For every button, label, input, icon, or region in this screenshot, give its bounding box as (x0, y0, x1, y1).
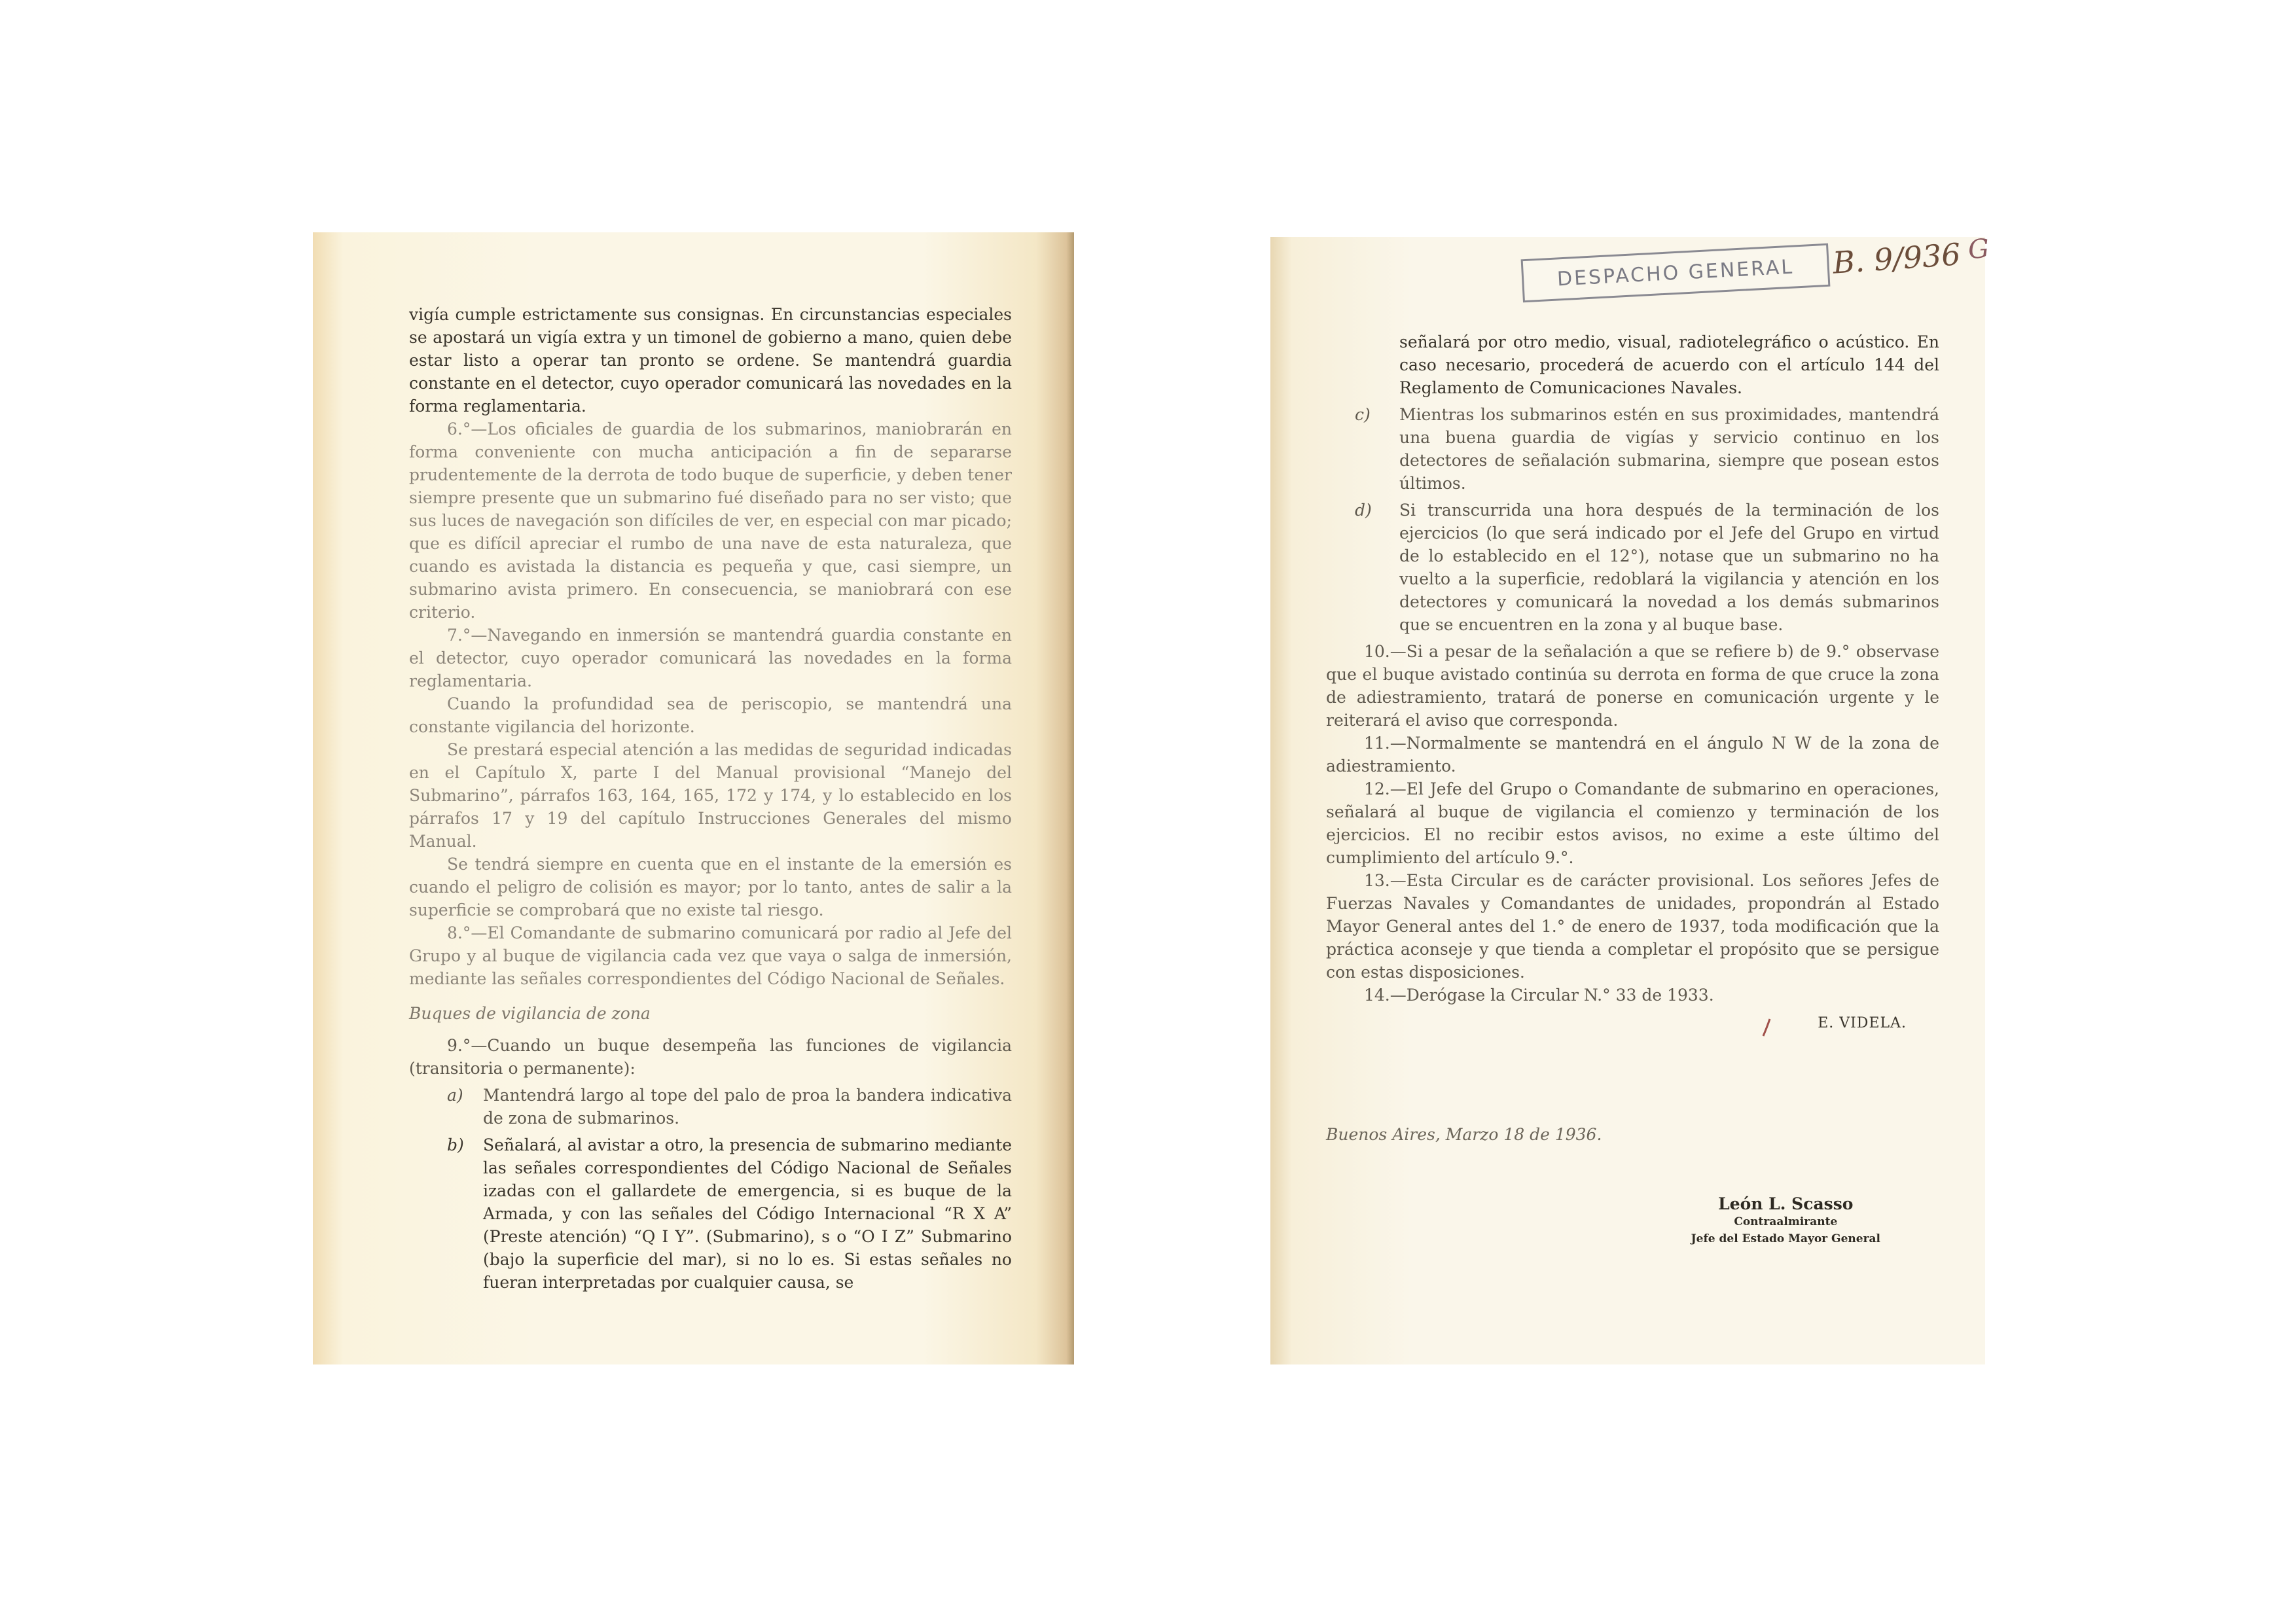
officer-signature-block (1691, 1194, 1880, 1247)
list-item-label: c) (1355, 405, 1371, 424)
handwritten-corner-mark: G (1967, 233, 1990, 266)
officer-post: Jefe del Estado Mayor General (1691, 1232, 1880, 1245)
officer-rank: Contraalmirante (1734, 1215, 1838, 1228)
signature-videla: E. VIDELA. (1818, 1015, 1907, 1031)
despacho-general-stamp: DESPACHO GENERAL (1521, 243, 1831, 303)
paragraph-6: 6.°—Los oficiales de guardia de los submarinos, maniobrarán en forma conveniente con mucha anticipación a fin de separarse prudentemente de la derrota de todo buque de superficie, y deben tener siempre presente que un submarino fué diseñado para no ser visto; que sus luces de navegación son difíciles de ver, en especial con mar picado; que es difícil apreciar el rumbo de una nave de esta naturaleza, que cuando es avistada la distancia es pequeña y que, casi siempre, un submarino avista primero. En consecuencia, se maniobrará con ese criterio. (409, 419, 1012, 622)
place-date: Buenos Aires, Marzo 18 de 1936. (1326, 1125, 1602, 1144)
list-item-text: Mantendrá largo al tope del palo de proa la bandera indicativa de zona de submarinos. (483, 1086, 1012, 1128)
paragraph-8: 8.°—El Comandante de submarino comunicará por radio al Jefe del Grupo y al buque de vigilancia cada vez que vaya o salga de inmersión, mediante las señales correspondientes del Código Nacional de Señales. (409, 923, 1012, 988)
list-item-c (1355, 403, 1939, 495)
list-item-text: Señalará, al avistar a otro, la presencia de submarino mediante las señales correspondientes del Código Nacional de Señales izadas con el gallardete de emergencia, si es buque de la Armada, y con las señales del Código Internacional “R X A” (Preste atención) “Q I Y”. (Submarino), s o “O I Z” Submarino (bajo la superficie del mar), si no lo es. Si estas señales no fueran interpretadas por cualquier causa, se (483, 1135, 1012, 1292)
section-heading: Buques de vigilancia de zona (409, 1004, 651, 1023)
paragraph-7: 7.°—Navegando en inmersión se mantendrá guardia constante en el detector, cuyo operador comunicará las novedades en la forma reglamentaria. (409, 626, 1012, 690)
list-item-label: b) (447, 1135, 464, 1154)
paragraph-12: 12.—El Jefe del Grupo o Comandante de submarino en operaciones, señalará al buque de vigilancia el comienzo y terminación de los ejercicios. El no recibir estos avisos, no exime a este último del cumplimiento del artículo 9.°. (1326, 779, 1939, 867)
left-page (313, 232, 1074, 1364)
paragraph-13: 13.—Esta Circular es de carácter provisional. Los señores Jefes de Fuerzas Navales y Comandantes de unidades, propondrán al Estado Mayor General antes del 1.° de enero de 1937, toda modificación que la práctica aconseje y que tienda a completar el propósito que se persigue con estas disposiciones. (1326, 871, 1939, 982)
list-item-a (447, 1084, 1012, 1130)
list-item-label: a) (447, 1086, 463, 1105)
paragraph-10: 10.—Si a pesar de la señalación a que se refiere b) de 9.° observase que el buque avistado continúa su derrota en forma de que cruce la zona de adiestramiento, tratará de ponerse en comunicación urgente y le reiterará el aviso que corresponda. (1326, 642, 1939, 730)
item-b-continuation: señalará por otro medio, visual, radiotelegráfico o acústico. En caso necesario, procederá de acuerdo con el artículo 144 del Reglamento de Comunicaciones Navales. (1399, 332, 1939, 397)
handwritten-tick-mark (1761, 1018, 1772, 1037)
list-item-b (447, 1133, 1012, 1294)
list-item-text: Si transcurrida una hora después de la terminación de los ejercicios (lo que será indicado por el Jefe del Grupo en virtud de lo establecido en el 12°), notase que un submarino no ha vuelto a la superficie, redoblará la vigilancia y atención en los detectores y comunicará la novedad a los demás submarinos que se encuentren en la zona y al buque base. (1399, 501, 1939, 634)
handwritten-date: B. 9/936 (1831, 236, 1962, 281)
paragraph-emersion: Se tendrá siempre en cuenta que en el instante de la emersión es cuando el peligro de colisión es mayor; por lo tanto, antes de salir a la superficie se comprobará que no existe tal riesgo. (409, 855, 1012, 919)
right-page-text (1326, 330, 1939, 1146)
list-item-d (1355, 499, 1939, 636)
paragraph-11: 11.—Normalmente se mantendrá en el ángulo N W de la zona de adiestramiento. (1326, 734, 1939, 776)
paragraph-periscope: Cuando la profundidad sea de periscopio, se mantendrá una constante vigilancia del horizonte. (409, 694, 1012, 736)
officer-name: León L. Scasso (1718, 1194, 1854, 1213)
right-page (1270, 237, 1985, 1364)
list-item-label: d) (1355, 501, 1372, 520)
paragraph-5-end: vigía cumple estrictamente sus consignas. En circunstancias especiales se apostará un vigía extra y un timonel de gobierno a mano, quien debe estar listo a operar tan pronto se ordene. Se mantendrá guardia constante en el detector, cuyo operador comunicará las novedades en la forma reglamentaria. (409, 305, 1012, 416)
left-page-text (409, 303, 1012, 1294)
list-item-text: Mientras los submarinos estén en sus proximidades, mantendrá una buena guardia de vigías y servicio continuo en los detectores de señalación submarina, siempre que posean estos últimos. (1399, 405, 1939, 493)
paragraph-9: 9.°—Cuando un buque desempeña las funciones de vigilancia (transitoria o permanente): (409, 1036, 1012, 1078)
paragraph-14: 14.—Derógase la Circular N.° 33 de 1933. (1364, 986, 1714, 1005)
numbered-paragraphs (1326, 640, 1939, 1146)
paragraph-safety: Se prestará especial atención a las medidas de seguridad indicadas en el Capítulo X, parte I del Manual provisional “Manejo del Submarino”, párrafos 163, 164, 165, 172 y 174, y lo establecido en los párrafos 17 y 19 del capítulo Instrucciones Generales del mismo Manual. (409, 740, 1012, 851)
